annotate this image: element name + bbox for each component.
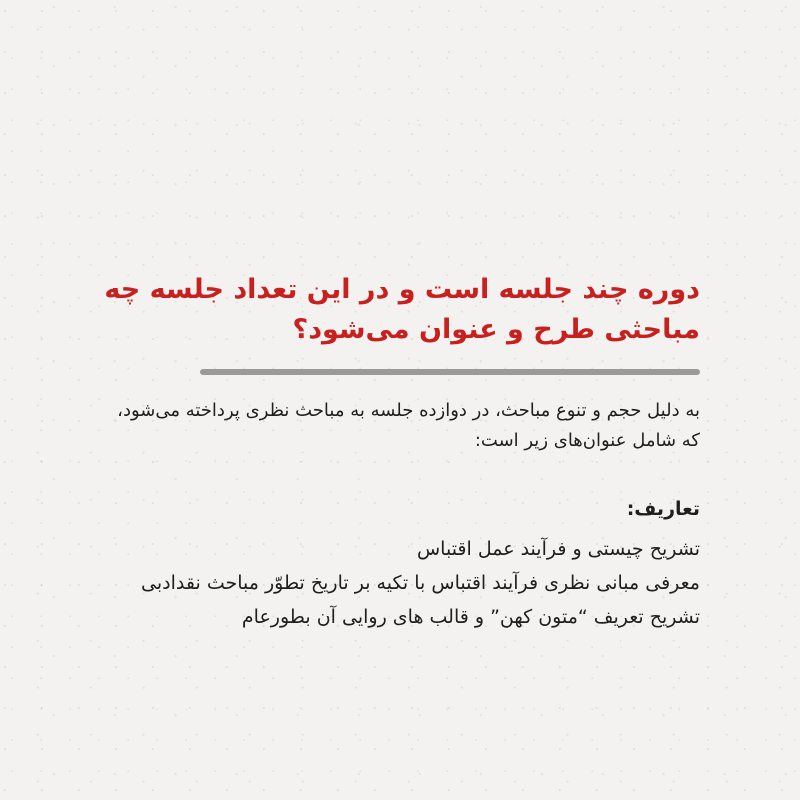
divider-line: [200, 369, 700, 375]
topic-item: تشریح تعریف “متون کهن” و قالب های روایی آن بطورعام: [241, 606, 700, 628]
topic-item: معرفی مبانی نظری فرآیند اقتباس با تکیه بر تاریخ تطوّر مباحث نقدادبی: [141, 572, 700, 594]
question-heading: دوره چند جلسه است و در این تعداد جلسه چه مباحثی طرح و عنوان می‌شود؟: [104, 274, 700, 345]
topic-item: تشریح چیستی و فرآیند عمل اقتباس: [416, 538, 700, 560]
intro-paragraph: به دلیل حجم و تنوع مباحث، در دوازده جلسه به مباحث نظری پرداخته می‌شود، که شامل عنوان‌های زیر است:: [117, 400, 700, 451]
topics-list: [100, 532, 700, 634]
section-title-definitions: تعاریف:: [626, 498, 700, 520]
